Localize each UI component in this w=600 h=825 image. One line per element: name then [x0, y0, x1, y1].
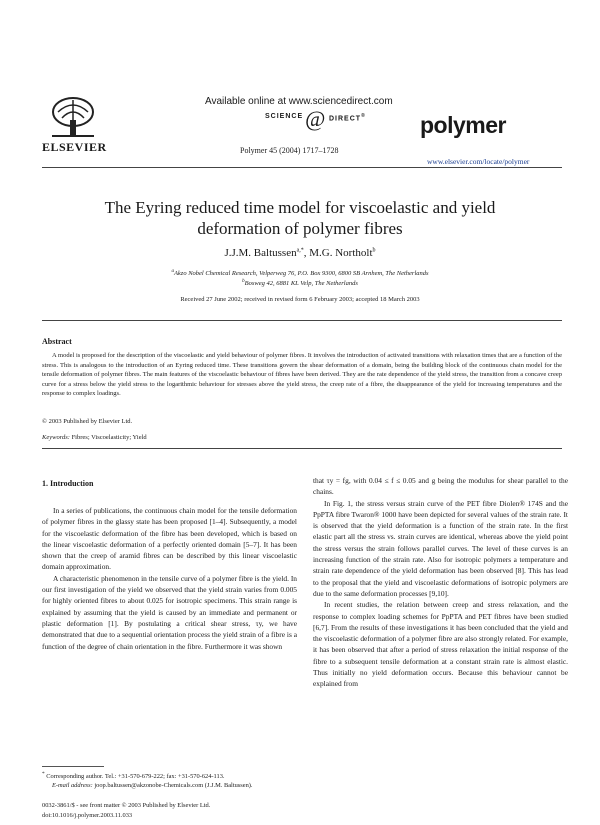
abstract-body: A model is proposed for the description of the viscoelastic and yield behaviour of polymer fibres. It involves the introduction of activated transitions with relaxation times that are a function of the stress. This is analogous to the introduction of an Eyring reduced time. These transitions govern the shear deformation of a domain, being the building block of the continuous chain model for the tensile deformation of polymer fibres. The main features of the viscoelastic behaviour of fibres have been derived. They are the rate dependence of the yield stress, the transition from a concave creep curve for a stress below the yield stress to the logarithmic behaviour for stresses above the yield stress, the creep rate of a fibre, the disappearance of the yield for increasing temperatures and the response to complex loadings. — [42, 352, 562, 398]
section-heading: 1. Introduction — [42, 479, 94, 488]
paragraph: In a series of publications, the continuous chain model for the tensile deformation of polymer fibres in the glassy state has been proposed [1–4]. Subsequently, a model for the viscoelastic deformation of the fibre has been developed, which is based on the linear viscoelastic deformation of a perfectly oriented domain [5–7]. It has been shown that the creep of aramid fibres can be described by this linear viscoelastic domain approximation. — [42, 506, 297, 572]
issn-line: 0032-3861/$ - see front matter © 2003 Published by Elsevier Ltd. — [42, 802, 211, 809]
affiliation-a: $^a$Akzo Nobel Chemical Research, Velperweg 76, P.O. Box 9300, 6800 SB Arnhem, The Netherlands — [171, 269, 429, 278]
publisher-name: ELSEVIER — [42, 140, 107, 154]
author-name: J.J.M. Baltussen — [224, 247, 297, 259]
journal-url-link[interactable]: www.elsevier.com/locate/polymer — [427, 157, 530, 166]
abstract-top-divider — [42, 320, 562, 321]
sciencedirect-logo: SCIENCE @ DIRECT® — [265, 106, 366, 131]
doi-line: doi:10.1016/j.polymer.2003.11.033 — [42, 812, 133, 819]
affiliation-b: $^b$Bosweg 42, 6881 KL Velp, The Netherlands — [242, 279, 358, 288]
received-dates: Received 27 June 2002; received in revised form 6 February 2003; accepted 18 March 2003 — [180, 296, 420, 303]
paragraph: In recent studies, the relation between creep and stress relaxation, and the response to complex loading schemes for PpPTA and PET fibres have been studied [6,7]. From the results of these investigations it has been concluded that the yield and the viscoelastic deformation of a polymer fibre are also strongly related. For example, it has been observed that after a period of stress relaxation the initial response of the fibre to a subsequent tensile deformation at a constant strain rate is almost elastic. Thus initially no yield deformation occurs. Because this behaviour cannot be explained from — [313, 600, 568, 689]
abstract-bottom-divider — [42, 448, 562, 449]
paragraph: that τy = fg, with 0.04 ≤ f ≤ 0.05 and g being the modulus for shear parallel to the chains. — [313, 476, 568, 497]
copyright-line: © 2003 Published by Elsevier Ltd. — [42, 418, 133, 425]
journal-citation: Polymer 45 (2004) 1717–1728 — [240, 146, 339, 155]
article-title: The Eyring reduced time model for viscoelastic and yield deformation of polymer fibres — [104, 198, 496, 238]
available-online-text: Available online at www.sciencedirect.com — [205, 96, 393, 107]
corresponding-author-footnote: * Corresponding author. Tel.: +31-570-679-222; fax: +31-570-624-113. E-mail address: joop.baltussen@akzonobe-Chemicals.com (J.J.M. Baltussen). — [42, 771, 253, 789]
header-divider — [42, 167, 562, 168]
keywords: Keywords: Fibres; Viscoelasticity; Yield — [42, 434, 147, 441]
right-column-body — [313, 475, 568, 690]
elsevier-tree-icon — [50, 96, 96, 138]
author-list: J.J.M. Baltussen$^{a,*}$, M.G. Northolt$^b$ — [224, 247, 376, 259]
paragraph: In Fig. 1, the stress versus strain curve of the PET fibre Diolen® 174S and the PpPTA fibre Twaron® 1000 have been depicted for several values of the strain rate. It is observed that the yield deformation is a function of the strain rate. In the first elastic part all the stress vs. strain curves are identical, whereas above the yield point the stress versus the strain follows parallel curves. The level of these curves is an increasing function of the strain rate. Also for isotropic polymers a temperature and strain rate dependence of the yield deformation has been observed [8]. This has lead to the proposal that the yield and viscoelastic deformations of isotropic polymers are due to the same deformation processes [9,10]. — [313, 498, 568, 598]
sciencedirect-at-icon: @ — [305, 106, 326, 131]
abstract-heading: Abstract — [42, 337, 72, 346]
author-name: M.G. Northolt — [309, 247, 373, 259]
paragraph: A characteristic phenomenon in the tensile curve of a polymer fibre is the yield. In our first investigation of the yield we observed that the yield strain varies from 0.005 for highly oriented fibres to about 0.025 for isotropic specimens. This strain range is explained by assuming that the yield is caused by an immediate and permanent or plastic deformation [1]. By postulating a critical shear stress, τy, we have demonstrated that due to a sequential orientation process the yield strain of a fibre is a function of the degree of chain orientation in the fibre. Furthermore it was shown — [42, 573, 297, 651]
journal-name: polymer — [420, 112, 506, 138]
left-column-body — [42, 505, 297, 652]
elsevier-logo — [42, 96, 107, 156]
front-matter-info — [42, 801, 210, 821]
footnote-divider — [42, 766, 104, 767]
